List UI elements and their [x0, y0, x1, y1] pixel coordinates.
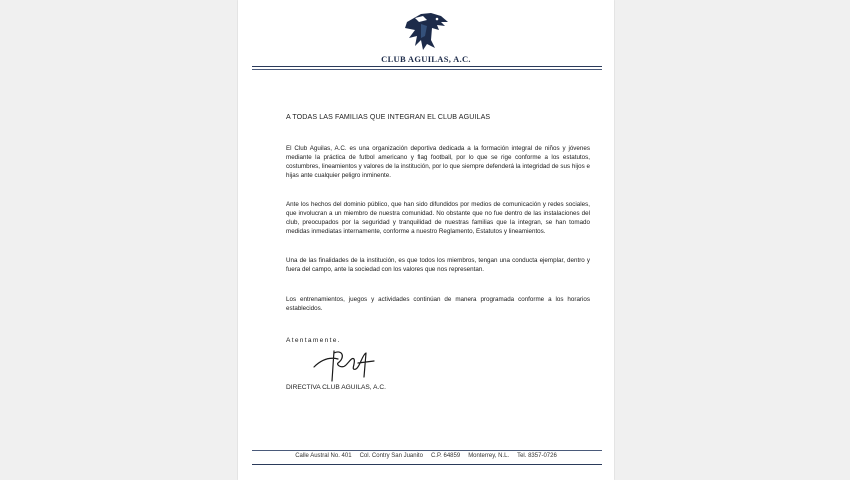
paragraph-3: Una de las finalidades de la institución, es que todos los miembros, tengan una conducta ejemplar, dentro y fuera del campo, ante la sociedad con los valores que nos representan. — [286, 257, 590, 273]
eagle-logo-icon — [401, 10, 451, 52]
footer-rule-bottom — [252, 464, 602, 465]
club-name: CLUB AGUILAS, A.C. — [381, 54, 471, 64]
letter-signer: DIRECTIVA CLUB AGUILAS, A.C. — [286, 384, 386, 391]
footer-city: Monterrey, N.L. — [468, 453, 510, 459]
footer-phone: Tel. 8357-0726 — [517, 453, 557, 459]
footer-rule-top — [252, 450, 602, 451]
paragraph-1: El Club Aguilas, A.C. es una organización deportiva dedicada a la formación integral de niños y jóvenes mediante la práctica de futbol americano y flag football, por lo que se rige conforme a los estatutos, costumbres, lineamientos y valores de la institución, por lo que siempre defenderá la integridad de sus hijos e hijas ante cualquier peligro inminente. — [286, 145, 590, 179]
footer-street: Calle Austral No. 401 — [295, 453, 352, 459]
paragraph-4: Los entrenamientos, juegos y actividades continúan de manera programada conforme a los horarios establecidos. — [286, 296, 590, 312]
header-rule-top — [252, 66, 602, 67]
letter-page — [238, 0, 614, 480]
letter-closing: Atentamente. — [286, 337, 341, 344]
footer-colonia: Col. Contry San Juanito — [359, 453, 423, 459]
handwritten-signature — [308, 343, 380, 385]
letter-greeting: A TODAS LAS FAMILIAS QUE INTEGRAN EL CLUB AGUILAS — [286, 113, 491, 121]
header-rule-bottom — [252, 69, 602, 70]
footer-address-line — [238, 453, 614, 459]
paragraph-2: Ante los hechos del dominio público, que han sido difundidos por medios de comunicación y redes sociales, que involucran a un miembro de nuestra comunidad. No obstante que no fue dentro de las instalaciones del club, preocupados por la seguridad y tranquilidad de nuestras familias que la integran, se han tomado medidas inmediatas internamente, conforme a nuestro Reglamento, Estatutos y lineamientos. — [286, 201, 590, 235]
footer-postal-code: C.P. 64859 — [430, 453, 461, 459]
